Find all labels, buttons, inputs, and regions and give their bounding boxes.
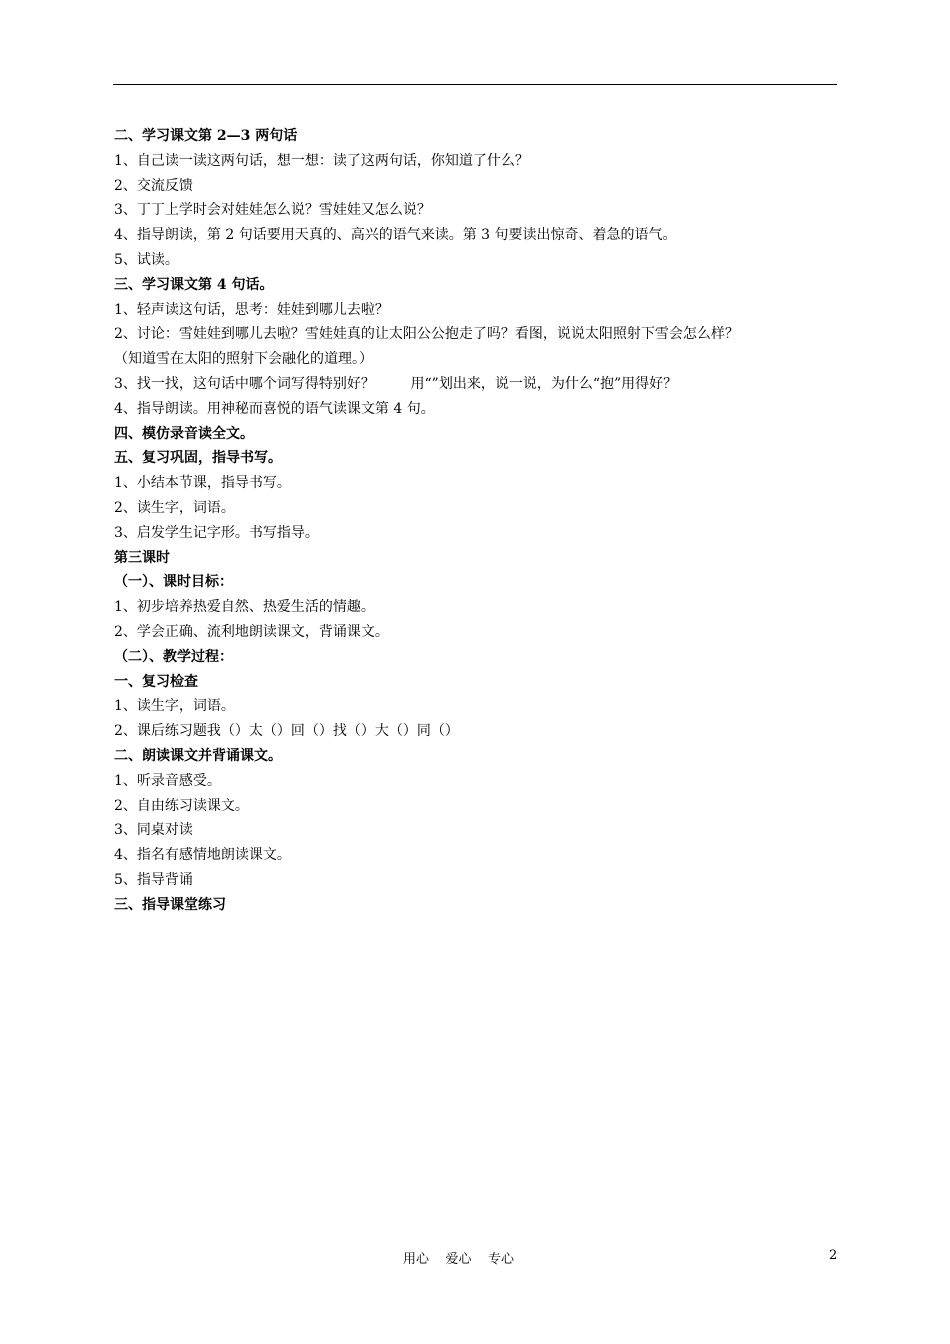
text-line: 3、启发学生记字形。书写指导。	[114, 524, 319, 541]
text-line: 4、指导朗读，第 2 句话要用天真的、高兴的语气来读。第 3 句要读出惊奇、着急的语气。	[114, 227, 677, 244]
section-heading: 一、复习检查	[114, 673, 198, 690]
document-body	[114, 124, 854, 918]
section-heading: 三、学习课文第 4 句话。	[114, 276, 274, 293]
text-line: 3、找一找，这句话中哪个词写得特别好？ 用“”划出来，说一说，为什么“抱”用得好？	[114, 375, 678, 392]
section-heading: 五、复习巩固，指导书写。	[114, 450, 282, 467]
text-line: 2、讨论：雪娃娃到哪儿去啦？雪娃娃真的让太阳公公抱走了吗？看图，说说太阳照射下雪会怎么样？	[114, 326, 739, 343]
section-heading: （二）、教学过程：	[114, 648, 233, 665]
text-line: 1、初步培养热爱自然、热爱生活的情趣。	[114, 599, 375, 616]
text-line: 3、丁丁上学时会对娃娃怎么说？雪娃娃又怎么说？	[114, 202, 431, 219]
section-heading: 三、指导课堂练习	[114, 896, 226, 913]
text-line: （知道雪在太阳的照射下会融化的道理。）	[114, 351, 373, 368]
text-line: 1、自己读一读这两句话，想一想：读了这两句话，你知道了什么？	[114, 152, 529, 169]
section-heading: （一）、课时目标：	[114, 574, 233, 591]
text-line: 2、自由练习读课文。	[114, 797, 249, 814]
text-line: 5、指导背诵	[114, 871, 193, 888]
section-heading: 二、朗读课文并背诵课文。	[114, 747, 282, 764]
text-line: 3、同桌对读	[114, 822, 193, 839]
text-line: 2、交流反馈	[114, 177, 193, 194]
text-line: 1、小结本节课，指导书写。	[114, 475, 291, 492]
text-line: 5、试读。	[114, 251, 179, 268]
text-line: 4、指导朗读。用神秘而喜悦的语气读课文第 4 句。	[114, 400, 435, 417]
footer-motto: 用心 爱心 专心	[403, 1252, 515, 1267]
section-heading: 第三课时	[114, 549, 170, 566]
text-line: 4、指名有感情地朗读课文。	[114, 847, 291, 864]
text-line: 1、读生字，词语。	[114, 698, 235, 715]
text-line: 1、听录音感受。	[114, 772, 221, 789]
text-line: 2、读生字，词语。	[114, 499, 235, 516]
section-heading: 二、学习课文第 2—3 两句话	[114, 128, 298, 144]
text-line: 1、轻声读这句话，思考：娃娃到哪儿去啦？	[114, 301, 389, 318]
page-number: 2	[829, 1248, 838, 1263]
header-rule	[113, 84, 837, 85]
text-line: 2、学会正确、流利地朗读课文，背诵课文。	[114, 623, 389, 640]
section-heading: 四、模仿录音读全文。	[114, 425, 254, 442]
text-line: 2、课后练习题我（）太（）回（）找（）大（）同（）	[114, 723, 459, 740]
